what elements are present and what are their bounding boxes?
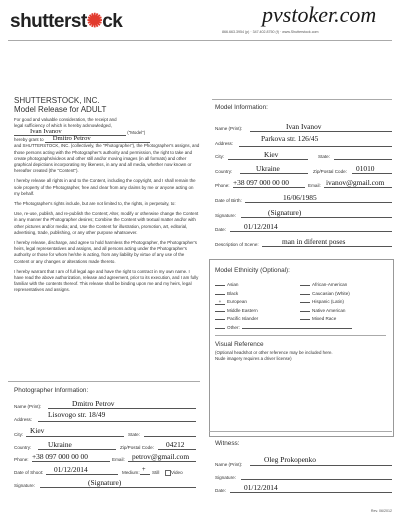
model-zip-label: Zip/Postal Code: xyxy=(313,169,347,174)
medium-still-label: Still xyxy=(152,470,160,475)
model-scene-field[interactable]: man in diferent poses xyxy=(262,236,392,247)
photographer-name-field[interactable]: Dmitro Petrov xyxy=(48,399,196,409)
model-name-label: Name (Print): xyxy=(215,126,243,131)
ethnicity-option-black[interactable]: Black xyxy=(215,291,352,300)
ethnicity-option-european[interactable]: + European xyxy=(215,299,352,308)
ethnicity-option-other[interactable]: Other: xyxy=(215,325,352,334)
model-name-field[interactable]: Ivan Ivanov xyxy=(250,124,392,132)
model-city-field[interactable]: Kiev xyxy=(228,150,308,160)
photographer-medium-label: Medium: xyxy=(122,470,140,475)
model-signature-label: Signature: xyxy=(215,213,236,218)
watermark: pvstoker.com xyxy=(262,2,377,27)
photographer-info-heading: Photographer Information: xyxy=(14,387,89,394)
medium-still-line xyxy=(140,474,150,475)
use-paragraph: Use, re-use, publish, and re-publish the Content; Alter, modify or otherwise change the Content in any manner the Photographer desires; Combine the Content with textual matter and/or with other pictures and/or media; and, Use the Content for illustration, promotion, art, editorial, advertising, trade, publishing, or any other purpose whatsoever. xyxy=(14,211,199,235)
photographer-zip-field[interactable]: 04212 xyxy=(158,440,196,450)
warranty-paragraph: I hereby warrant that I am of full legal age and have the right to contract in my own name. I have read the above authorization, release and agreement, prior to its execution, and I am fully familiar with the contents thereof. This release shall be binding upon me and my heirs, legal representatives and assigns. xyxy=(14,268,199,293)
witness-top-rule xyxy=(209,431,392,432)
visual-reference-note: (Optional headshot or other reference may be included here. Nude imagery requires a driver license) xyxy=(215,350,333,362)
rights-paragraph: The Photographer's rights include, but are not limited to, the rights, in perpetuity, to: xyxy=(14,201,176,207)
ethnicity-option-caucasian[interactable]: Caucasian (White) xyxy=(300,291,350,300)
medium-video-label: Video xyxy=(171,470,183,475)
photographer-shoot-label: Date of Shoot: xyxy=(14,470,44,475)
witness-date-label: Date: xyxy=(215,488,226,493)
ethnicity-option-mixed-race[interactable]: Mixed Race xyxy=(300,316,350,325)
ethnicity-option-pacific-islander[interactable]: Pacific Islander xyxy=(215,316,352,325)
contact-info: 866.663.3954 (p) · 347.402.8750 (f) · www.Shutterstock.com xyxy=(222,30,319,34)
model-signature-field[interactable]: (Signature) xyxy=(241,207,392,218)
grant-paragraph: and SHUTTERSTOCK, INC. (collectively, the "Photographer"), the Photographer's assigns, and those persons acting with the Photographer's authority and permission, the right to take and create photographs/videos and other still and/or moving images (in all formats) and other graphical depictions incorporating my likeness, in any and all media, whether now known or hereafter created (the "Content"). xyxy=(14,143,200,174)
photographer-zip-label: Zip/Postal Code: xyxy=(120,445,154,450)
model-state-field[interactable] xyxy=(334,150,392,160)
witness-signature-label: Signature: xyxy=(215,475,236,480)
photographer-phone-label: Phone: xyxy=(14,457,29,462)
medium-still-mark: + xyxy=(142,467,146,473)
ethnicity-option-hispanic[interactable]: Hispanic (Latin) xyxy=(300,299,350,308)
visual-reference-heading: Visual Reference xyxy=(215,341,264,348)
photographer-city-field[interactable]: Kiev xyxy=(26,426,124,437)
model-zip-field[interactable]: 01010 xyxy=(352,164,392,174)
ethnicity-divider xyxy=(215,335,386,336)
model-date-field[interactable]: 01/12/2014 xyxy=(230,221,392,232)
model-country-field[interactable]: Ukraine xyxy=(240,164,308,174)
photographer-address-label: Address: xyxy=(14,417,33,422)
release-paragraph: I hereby release all rights in and to the Content, including the copyright, and I shall remain the sole property of the Photographer, free and clear from any claims by me or anyone acting on my behalf. xyxy=(14,178,196,196)
revision-label: Rev. 06/2012 xyxy=(370,509,392,513)
model-city-label: City: xyxy=(215,154,225,159)
model-address-field[interactable]: Parkova str. 126/45 xyxy=(239,134,392,147)
witness-heading: Witness: xyxy=(215,440,240,447)
witness-name-field[interactable]: Oleg Prokopenko xyxy=(250,455,392,466)
ethnicity-option-middle-eastern[interactable]: Middle Eastern xyxy=(215,308,352,317)
company-title: SHUTTERSTOCK, INC. Model Release for ADULT xyxy=(14,96,107,114)
witness-date-field[interactable]: 01/12/2014 xyxy=(230,482,392,493)
ethnicity-heading: Model Ethnicity (Optional): xyxy=(215,267,290,274)
ethnicity-right-column xyxy=(300,282,350,325)
ethnicity-option-asian[interactable]: Asian xyxy=(215,282,352,291)
witness-signature-field[interactable] xyxy=(241,470,392,480)
photographer-state-field[interactable] xyxy=(144,428,196,437)
photographer-state-label: State: xyxy=(128,432,141,437)
header-divider xyxy=(8,40,392,41)
photographer-phone-field[interactable]: +38 097 000 00 00 xyxy=(32,452,110,462)
photographer-address-field[interactable]: Lisovogo str. 18/49 xyxy=(38,410,196,422)
model-info-top-rule xyxy=(212,99,392,100)
model-address-label: Address: xyxy=(215,141,234,146)
logo-flake-icon: ✺ xyxy=(86,11,103,32)
ethnicity-option-african-american[interactable]: African-American xyxy=(300,282,350,291)
model-dob-field[interactable]: 16/06/1985 xyxy=(245,193,392,203)
model-phone-label: Phone: xyxy=(215,183,230,188)
model-email-label: Email: xyxy=(308,183,321,188)
model-name-handwritten: Ivan Ivanov xyxy=(30,128,62,136)
photographer-shoot-field[interactable]: 01/12/2014 xyxy=(46,465,118,475)
photographer-country-field[interactable]: Ukraine xyxy=(38,440,116,450)
photographer-email-field[interactable]: petrov@gmail.com xyxy=(128,452,196,462)
shutterstock-logo: shutterst✺ck xyxy=(10,11,123,32)
model-email-field[interactable]: ivanov@gmail.com xyxy=(324,178,392,188)
photographer-country-label: Country: xyxy=(14,445,32,450)
photographer-city-label: City: xyxy=(14,432,24,437)
model-scene-label: Description of Scene: xyxy=(215,242,259,247)
photographer-signature-field[interactable]: (Signature) xyxy=(40,477,196,488)
photographer-top-rule xyxy=(8,381,200,382)
photographer-name-label: Name (Print): xyxy=(14,404,42,409)
legal-text: For good and valuable consideration, the receipt and legal sufficiency of which is hereby acknowledged, Ivan Ivanov ("Model") hereby grant to Dmitro Petrov and SHUTTERSTOCK, INC. (collectively, the "Photographer"), the Photographer's assigns, and those persons acting with the Photographer's authority and permission, the right to take and create photographs/videos and other still and/or moving images (in all formats) and other graphical depictions incorporating my likeness, in any and all media, whether now known or hereafter created (the "Content"). I hereby release all rights in and to the Content, including the copyright, and I shall remain the sole property of the Photographer, free and clear from any claims by me or anyone acting on my behalf. The Photographer's rights include, but are not limited to, the rights, in perpetuity, to: Use, re-use, publish, and re-publish the Content; Alter, modify or otherwise change the Content in any manner the Photographer desires; Combine the Content with textual matter and/or with other pictures and/or media; and, Use the Content for illustration, promotion, art, editorial, advertising, trade, publishing, or any other purpose whatsoever. I hereby release, discharge, and agree to hold harmless the Photographer, the Photographer's heirs, legal representatives and assigns, and all persons acting under the Photographer's authority or those for whom he/she is acting, from any liability by virtue of any use of the Content or any changes or alterations made thereto. I hereby warrant that I am of full legal age and have the right to contract in my own name. I have read the above authorization, release and agreement, prior to its execution, and I am fully familiar with the contents thereof. This release shall be binding upon me and my heirs, legal representatives and assigns. xyxy=(14,117,200,293)
model-info-heading: Model Information: xyxy=(215,104,268,111)
photographer-email-label: Email: xyxy=(112,457,125,462)
photographer-signature-label: Signature: xyxy=(14,483,35,488)
model-date-label: Date: xyxy=(215,227,226,232)
model-country-label: Country: xyxy=(215,169,233,174)
hold-harmless-paragraph: I hereby release, discharge, and agree to hold harmless the Photographer, the Photographer's heirs, legal representatives and assigns, and all persons acting under the Photographer's authority or those for whom he/she is acting, from any liability by virtue of any use of the Content or any changes or alterations made thereto. xyxy=(14,240,197,264)
photographer-name-handwritten: Dmitro Petrov xyxy=(52,135,91,143)
model-state-label: State: xyxy=(318,154,331,159)
model-phone-field[interactable]: +38 097 000 00 00 xyxy=(233,178,305,188)
model-dob-label: Date of Birth: xyxy=(215,198,242,203)
witness-name-label: Name (Print): xyxy=(215,462,243,467)
ethnicity-option-native-american[interactable]: Native American xyxy=(300,308,350,317)
